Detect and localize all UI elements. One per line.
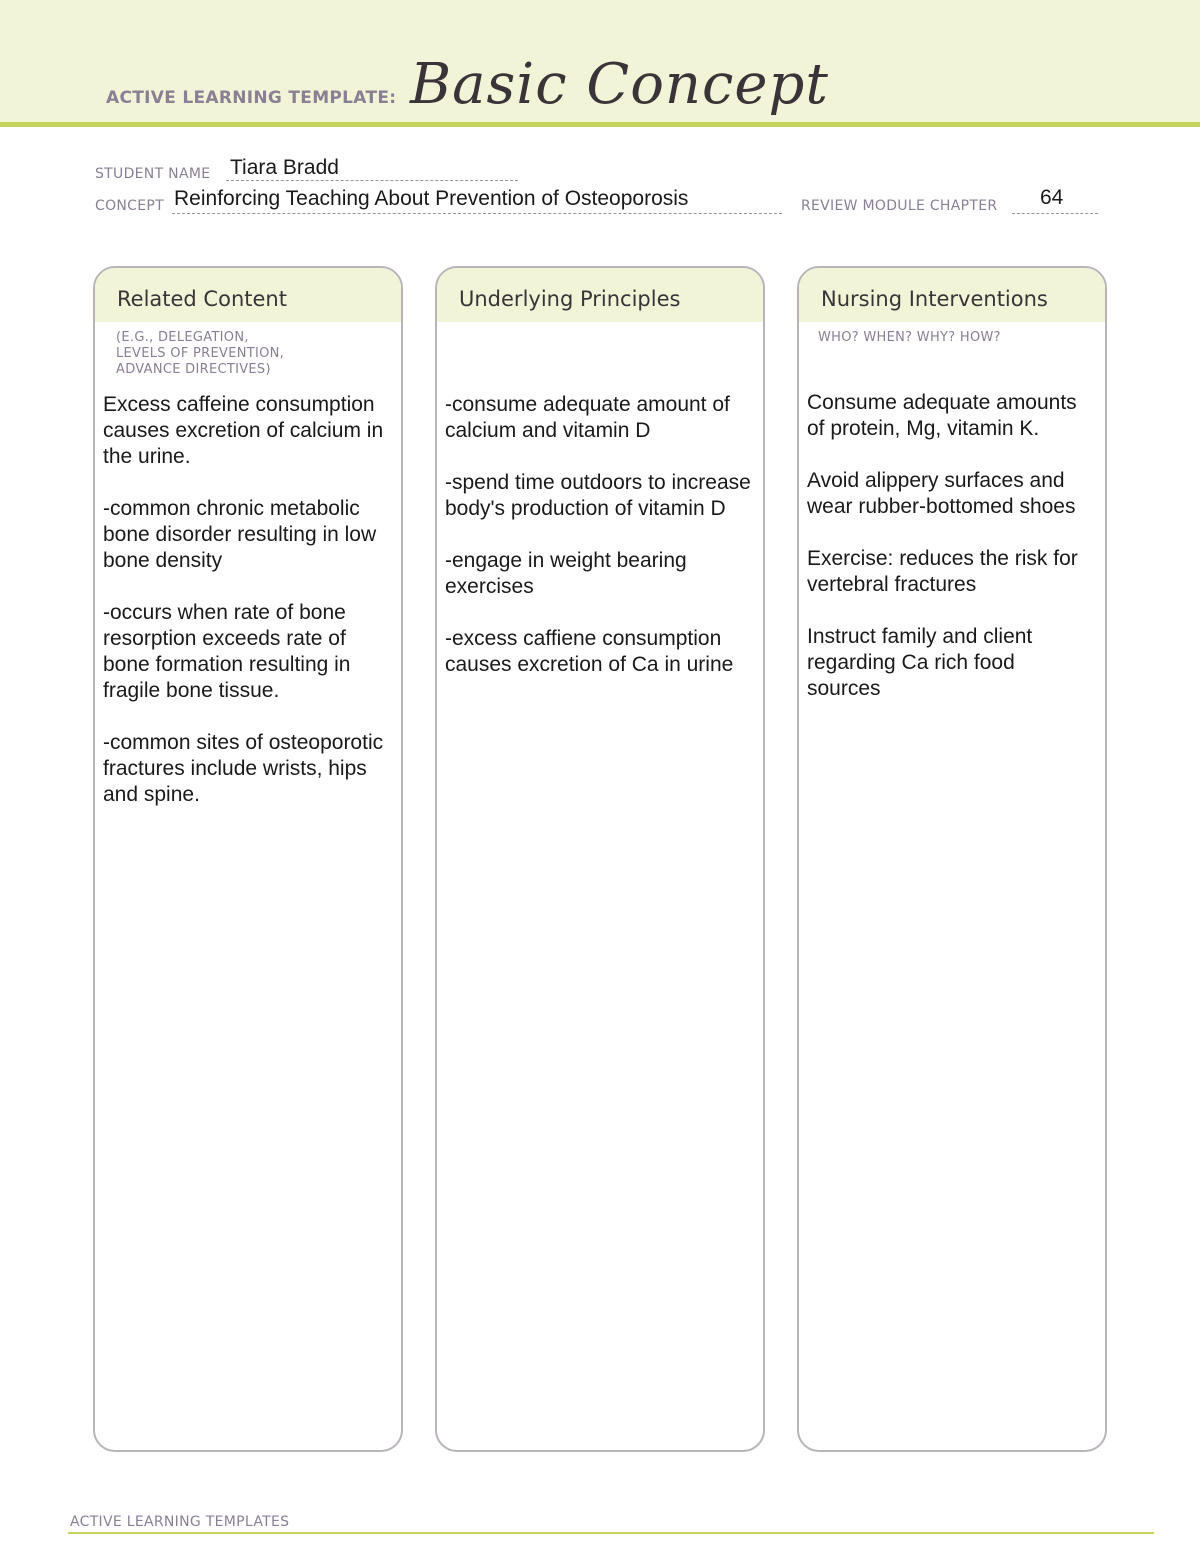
chapter-line bbox=[1012, 213, 1098, 214]
underlying-principles-body[interactable] bbox=[445, 392, 751, 704]
related-content-paragraph: -occurs when rate of bone resorption exceeds rate of bone formation resulting in fragile bone tissue. bbox=[103, 601, 351, 702]
concept-label: CONCEPT bbox=[95, 198, 164, 214]
nursing-interventions-title: Nursing Interventions bbox=[821, 287, 1048, 311]
underlying-principles-title: Underlying Principles bbox=[459, 287, 681, 311]
related-content-paragraph: -common chronic metabolic bone disorder resulting in low bone density bbox=[103, 497, 377, 572]
underlying-principles-card bbox=[435, 266, 765, 1452]
nursing-interventions-subtitle: WHO? WHEN? WHY? HOW? bbox=[818, 330, 1001, 345]
student-name-line bbox=[226, 180, 518, 181]
template-title: Basic Concept bbox=[410, 52, 829, 117]
template-label: ACTIVE LEARNING TEMPLATE: bbox=[106, 88, 397, 108]
related-content-card bbox=[93, 266, 403, 1452]
nursing-interventions-card bbox=[797, 266, 1107, 1452]
concept-field[interactable]: Reinforcing Teaching About Prevention of Osteoporosis bbox=[174, 187, 689, 210]
chapter-field[interactable]: 64 bbox=[1040, 186, 1064, 209]
related-content-header bbox=[95, 268, 401, 322]
nursing-interventions-paragraph: Avoid alippery surfaces and wear rubber-bottomed shoes bbox=[807, 469, 1076, 518]
student-name-label: STUDENT NAME bbox=[95, 166, 211, 182]
underlying-principles-header bbox=[437, 268, 763, 322]
underlying-principles-paragraph: -excess caffiene consumption causes excretion of Ca in urine bbox=[445, 627, 734, 676]
related-content-title: Related Content bbox=[117, 287, 287, 311]
concept-line bbox=[172, 213, 782, 214]
related-content-subtitle: (E.G., DELEGATION, LEVELS OF PREVENTION, ADVANCE DIRECTIVES) bbox=[116, 330, 285, 377]
nursing-interventions-paragraph: Exercise: reduces the risk for vertebral fractures bbox=[807, 547, 1078, 596]
nursing-interventions-body[interactable] bbox=[807, 390, 1093, 728]
underlying-principles-paragraph: -consume adequate amount of calcium and vitamin D bbox=[445, 393, 730, 442]
underlying-principles-paragraph: -engage in weight bearing exercises bbox=[445, 549, 687, 598]
related-content-body[interactable] bbox=[103, 392, 389, 834]
nursing-interventions-paragraph: Consume adequate amounts of protein, Mg, vitamin K. bbox=[807, 391, 1077, 440]
related-content-paragraph: Excess caffeine consumption causes excretion of calcium in the urine. bbox=[103, 393, 384, 468]
header-rule bbox=[0, 122, 1200, 127]
student-name-field[interactable]: Tiara Bradd bbox=[230, 156, 339, 179]
chapter-label: REVIEW MODULE CHAPTER bbox=[801, 198, 998, 214]
footer-label: ACTIVE LEARNING TEMPLATES bbox=[70, 1514, 290, 1530]
nursing-interventions-paragraph: Instruct family and client regarding Ca rich food sources bbox=[807, 625, 1033, 700]
nursing-interventions-header bbox=[799, 268, 1105, 322]
underlying-principles-paragraph: -spend time outdoors to increase body's production of vitamin D bbox=[445, 471, 751, 520]
related-content-paragraph: -common sites of osteoporotic fractures include wrists, hips and spine. bbox=[103, 731, 384, 806]
footer-rule bbox=[68, 1532, 1154, 1534]
